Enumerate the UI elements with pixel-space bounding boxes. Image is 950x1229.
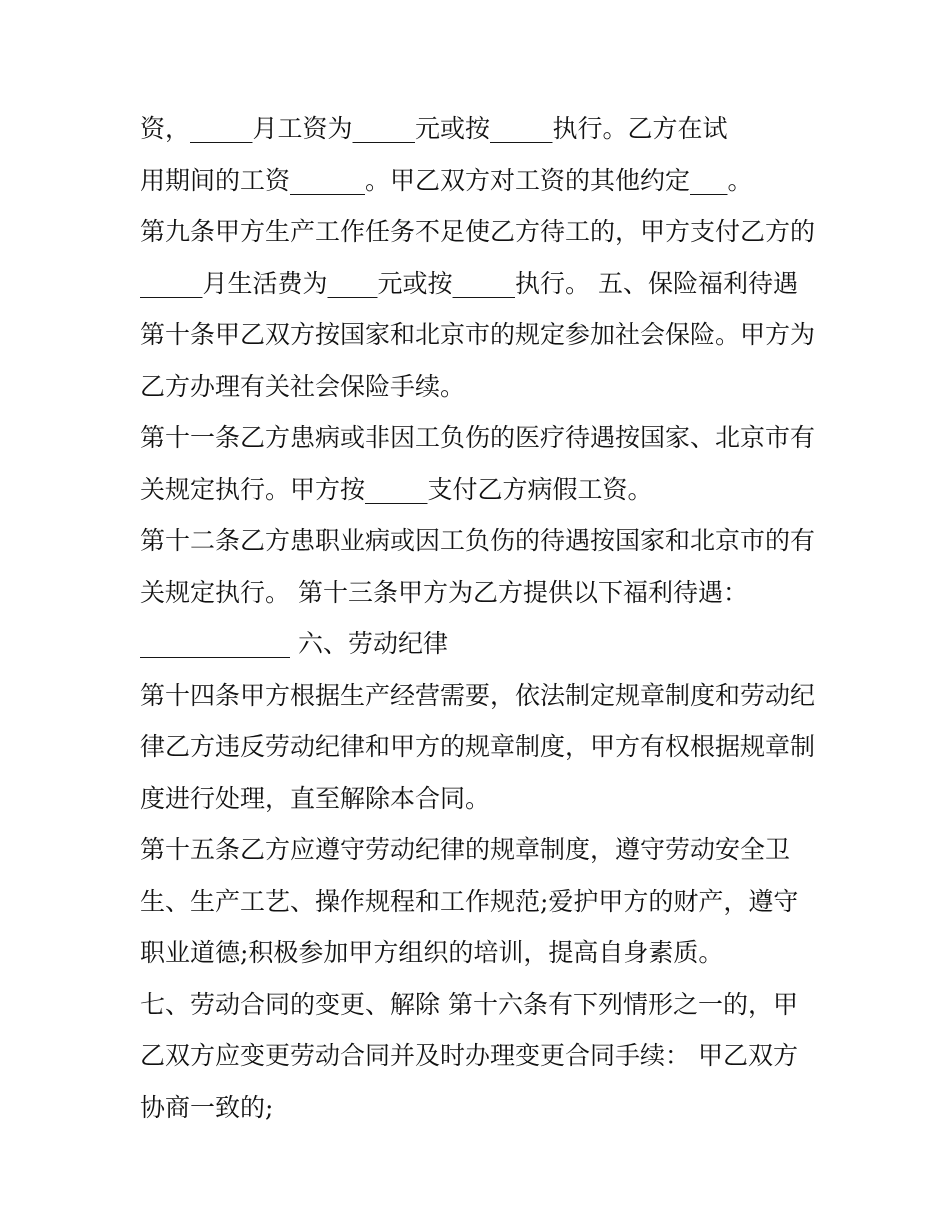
text-line: 第九条甲方生产工作任务不足使乙方待工的，甲方支付乙方的 [140, 217, 816, 246]
text-line: 度进行处理，直至解除本合同。 [140, 783, 491, 813]
text-line: 职业道德;积极参加甲方组织的培训，提高自身素质。 [140, 938, 724, 967]
text-line: 关规定执行。甲方按_____支付乙方病假工资。 [140, 474, 653, 504]
text-line: 乙方办理有关社会保险手续。 [140, 371, 466, 401]
text-line: 第十四条甲方根据生产经营需要，依法制定规章制度和劳动纪 [140, 680, 816, 710]
contract-text [140, 107, 820, 1137]
text-line: 律乙方违反劳动纪律和甲方的规章制度，甲方有权根据规章制 [140, 732, 816, 761]
text-line: _____月生活费为____元或按_____执行。 五、保险福利待遇 [140, 268, 798, 298]
text-line: 第十二条乙方患职业病或因工负伤的待遇按国家和北京市的有 [140, 526, 816, 555]
text-line: 生、生产工艺、操作规程和工作规范;爱护甲方的财产，遵守 [140, 886, 799, 916]
text-line: 七、劳动合同的变更、解除 第十六条有下列情形之一的，甲 [140, 989, 798, 1019]
text-line: 用期间的工资______。甲乙双方对工资的其他约定___。 [140, 165, 753, 195]
text-line: 协商一致的; [140, 1092, 274, 1122]
text-line: 第十条甲乙双方按国家和北京市的规定参加社会保险。甲方为 [140, 320, 816, 349]
text-line: 资，_____月工资为_____元或按_____执行。乙方在试 [140, 114, 728, 143]
text-line: ____________ 六、劳动纪律 [140, 629, 448, 658]
text-line: 第十一条乙方患病或非因工负伤的医疗待遇按国家、北京市有 [140, 423, 816, 452]
text-line: 乙双方应变更劳动合同并及时办理变更合同手续： 甲乙双方 [140, 1041, 798, 1070]
text-line: 关规定执行。 第十三条甲方为乙方提供以下福利待遇： [140, 577, 748, 607]
text-line: 第十五条乙方应遵守劳动纪律的规章制度，遵守劳动安全卫 [140, 835, 791, 864]
